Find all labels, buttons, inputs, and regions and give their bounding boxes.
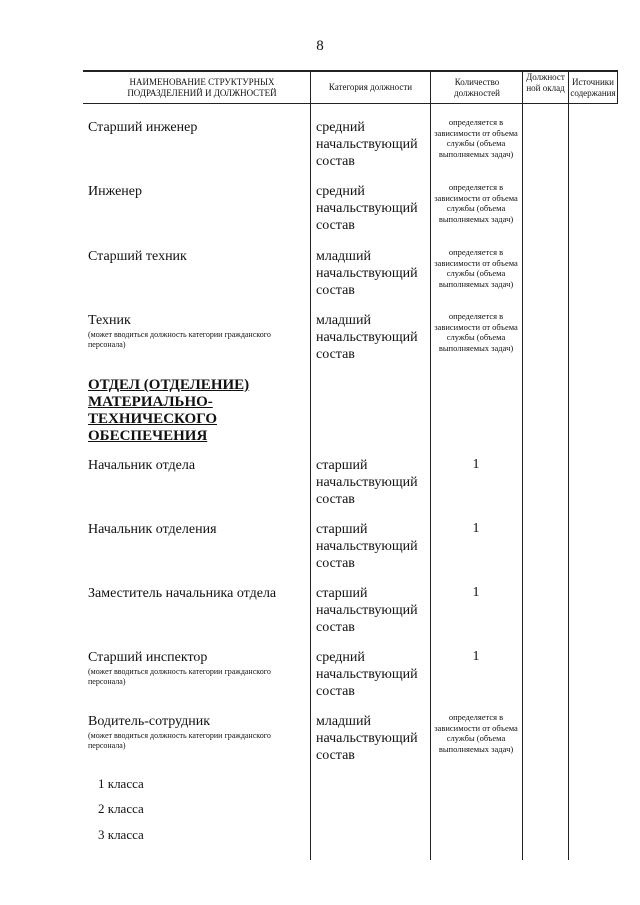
position-note: (может вводиться должность категории гражданского персонала) [88,667,271,686]
col-divider-4 [568,70,569,860]
position-category: старший начальствующий состав [316,458,418,507]
position-count: определяется в зависимости от объема службы (объема выполняемых задач) [434,712,518,754]
position-name: Водитель-сотрудник [88,714,211,729]
position-name: Начальник отделения [88,522,217,537]
position-name: Заместитель начальника отдела [88,586,277,601]
col-divider-3 [522,70,523,860]
header-col-salary: Должност ной оклад [526,72,565,93]
position-category: средний начальствующий состав [316,184,418,233]
col-divider-2 [430,70,431,860]
position-count: 1 [472,585,480,600]
col-divider-right [617,70,618,104]
class-item: 2 класса [98,801,144,816]
position-count: 1 [472,457,480,472]
position-category: младший начальствующий состав [316,249,418,298]
position-count: 1 [472,521,480,536]
col-divider-1 [310,70,311,860]
position-count: 1 [472,649,480,664]
position-count: определяется в зависимости от объема службы (объема выполняемых задач) [434,182,518,224]
position-name: Старший инспектор [88,650,208,665]
position-count: определяется в зависимости от объема службы (объема выполняемых задач) [434,117,518,159]
position-count: определяется в зависимости от объема службы (объема выполняемых задач) [434,247,518,289]
page-number: 8 [316,38,324,54]
class-item: 1 класса [98,776,144,791]
section-title: ОТДЕЛ (ОТДЕЛЕНИЕ) МАТЕРИАЛЬНО-ТЕХНИЧЕСКОГО ОБЕСПЕЧЕНИЯ [88,377,250,444]
position-note: (может вводиться должность категории гражданского персонала) [88,731,271,750]
position-category: средний начальствующий состав [316,120,418,169]
header-col-source: Источники содержания [570,77,616,98]
position-category: младший начальствующий состав [316,714,418,763]
position-note: (может вводиться должность категории гражданского персонала) [88,330,271,349]
position-category: средний начальствующий состав [316,650,418,699]
position-category: старший начальствующий состав [316,586,418,635]
position-name: Техник [88,313,131,328]
header-col-name: НАИМЕНОВАНИЕ СТРУКТУРНЫХ ПОДРАЗДЕЛЕНИЙ И ДОЛЖНОСТЕЙ [127,77,277,98]
class-item: 3 класса [98,827,144,842]
header-col-category: Категория должности [328,82,413,92]
position-name: Инженер [88,184,143,199]
position-category: младший начальствующий состав [316,313,418,362]
header-col-count: Количество должностей [454,77,500,98]
position-count: определяется в зависимости от объема службы (объема выполняемых задач) [434,311,518,353]
position-name: Старший техник [88,249,187,264]
header-bottom-rule [83,103,618,104]
position-name: Старший инженер [88,120,198,135]
position-category: старший начальствующий состав [316,522,418,571]
position-name: Начальник отдела [88,458,196,473]
